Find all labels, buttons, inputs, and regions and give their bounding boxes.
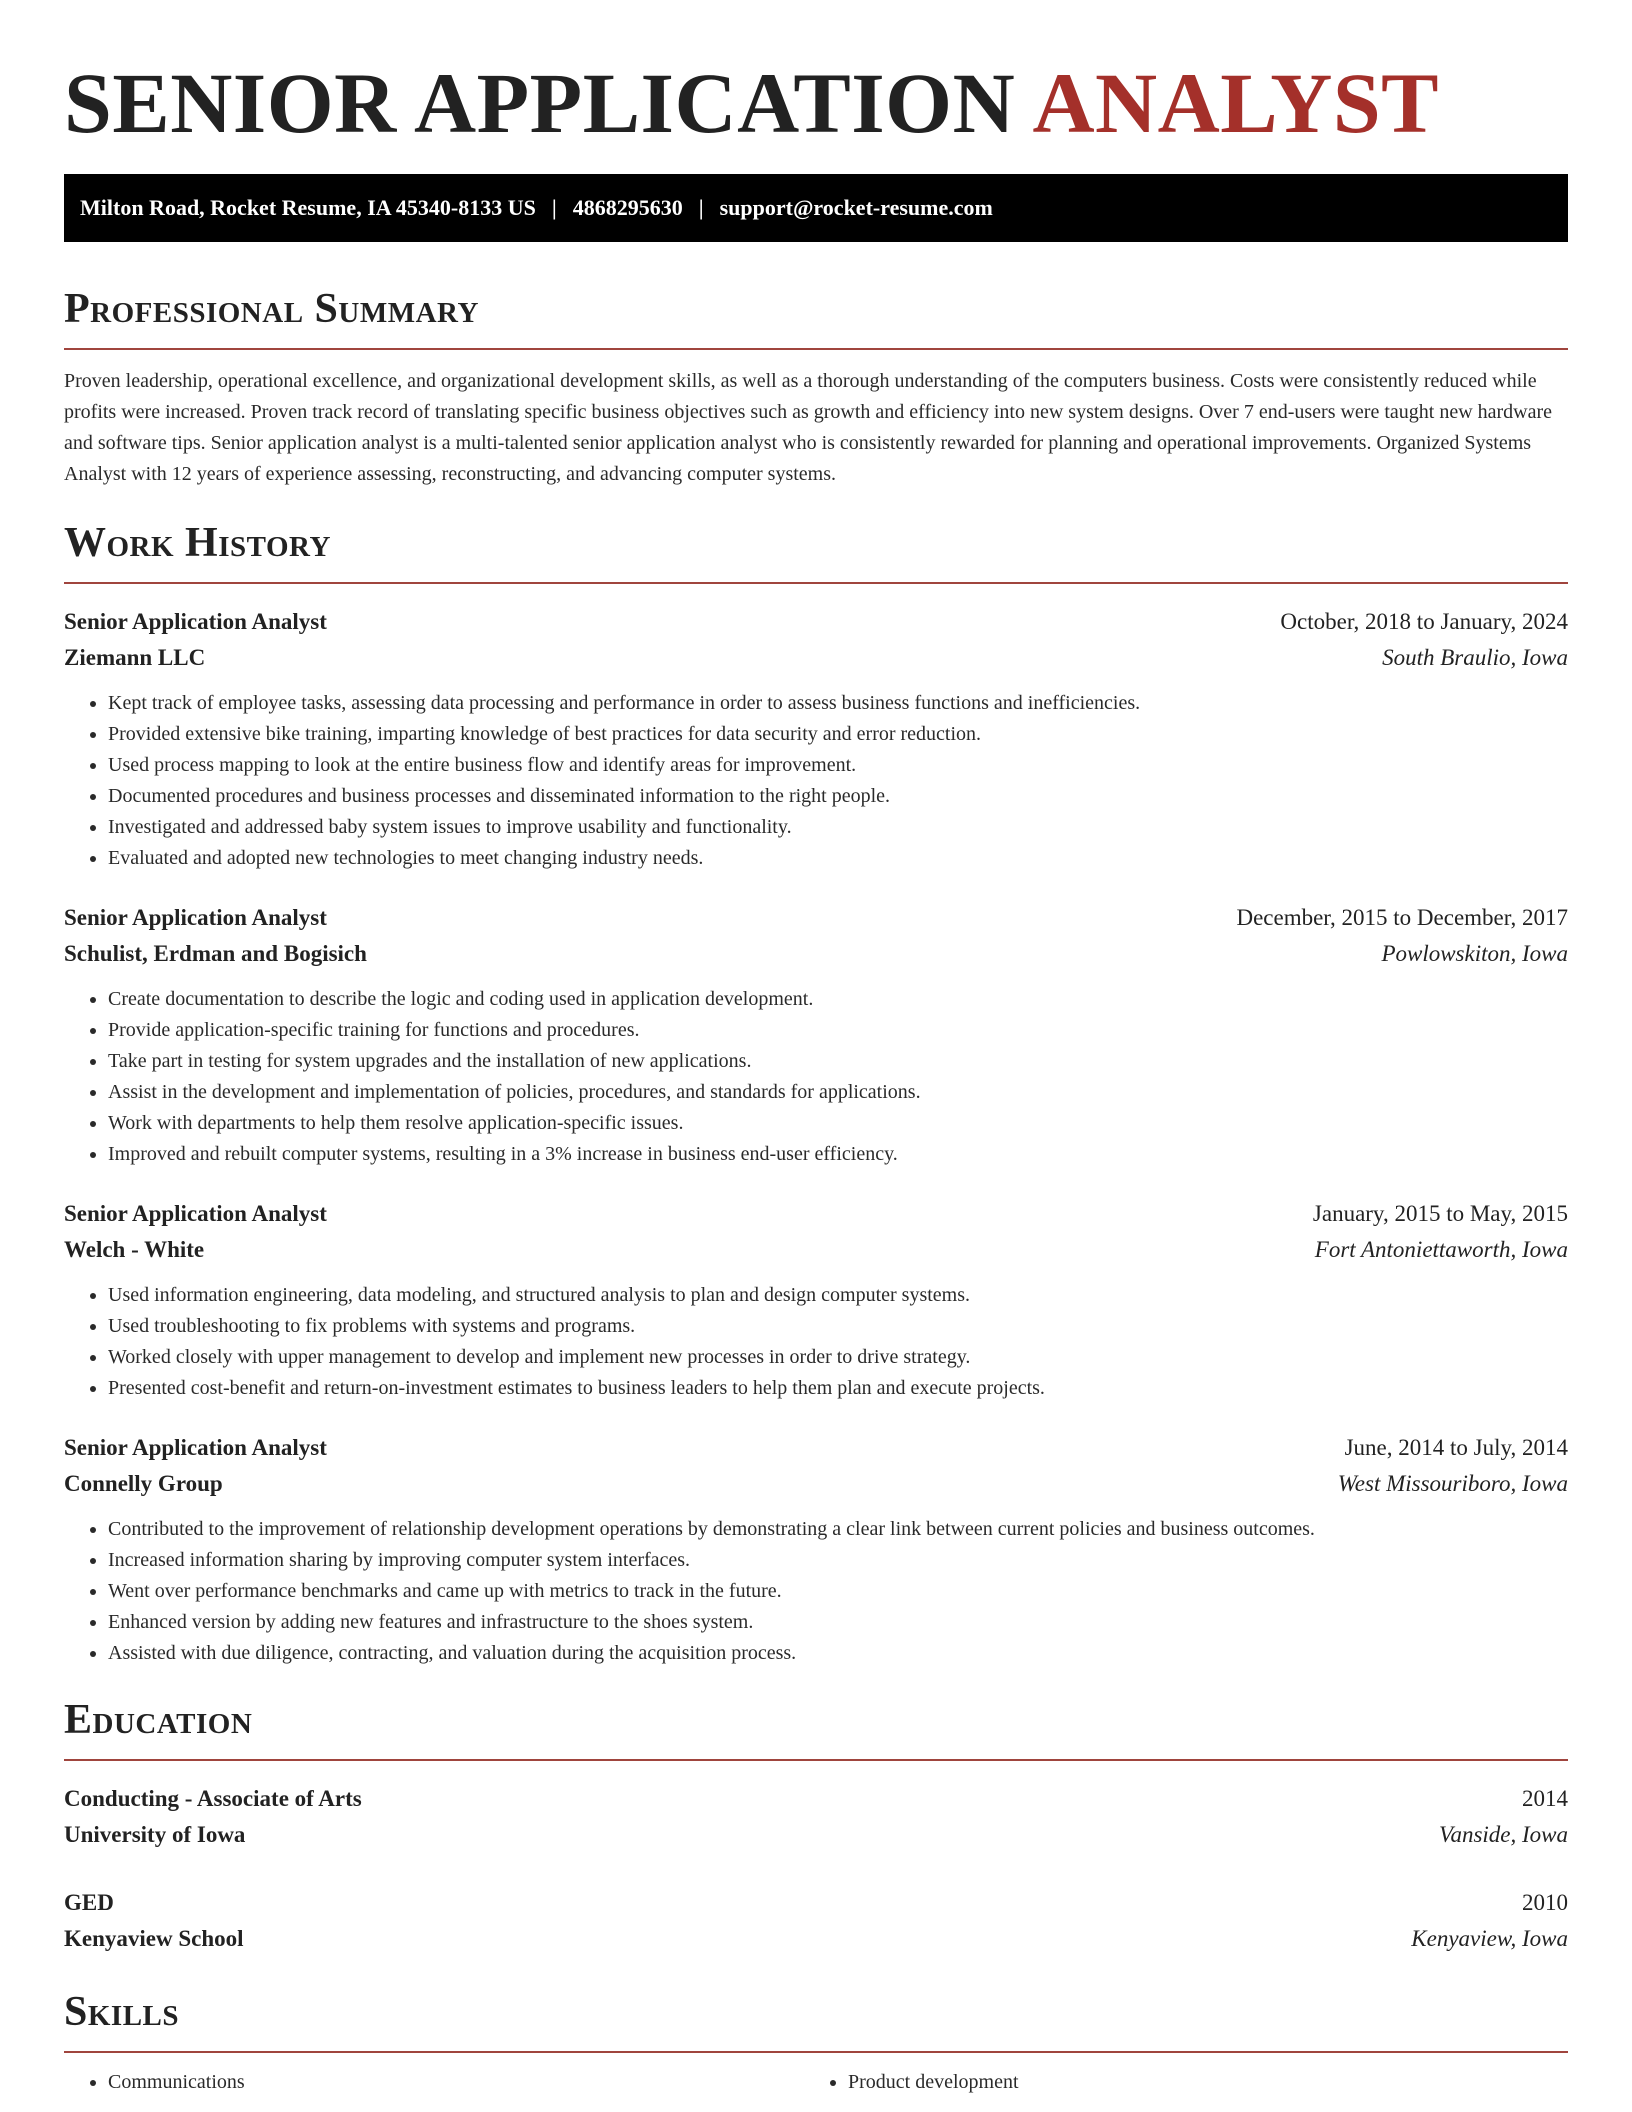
- title-accent: ANALYST: [1032, 55, 1440, 151]
- job-bullet: • Kept track of employee tasks, assessing data processing and performance in order to assess business functions and inefficiencies.: [108, 688, 1568, 719]
- skills-section: [64, 1987, 1568, 2098]
- contact-phone[interactable]: 4868295630: [572, 195, 683, 220]
- job-bullet: • Used troubleshooting to fix problems with systems and programs.: [108, 1311, 1568, 1342]
- job-bullet: • Documented procedures and business processes and disseminated information to the right people.: [108, 781, 1568, 812]
- job-company: Ziemann LLC: [64, 645, 206, 670]
- section-divider: [64, 348, 1568, 350]
- job-bullet: • Enhanced version by adding new features and infrastructure to the shoes system.: [108, 1607, 1568, 1638]
- job-company: Welch - White: [64, 1237, 205, 1262]
- section-heading-skills: Skills: [64, 1989, 180, 2035]
- education-entry: [64, 1885, 1568, 1957]
- job-entry: [64, 900, 1568, 1170]
- education-degree: Conducting - Associate of Arts: [64, 1786, 362, 1811]
- job-bullet: • Provide application-specific training for functions and procedures.: [108, 1015, 1568, 1046]
- contact-bar: [64, 174, 1568, 242]
- job-bullets: [64, 984, 1568, 1170]
- job-bullet: • Increased information sharing by improving computer system interfaces.: [108, 1545, 1568, 1576]
- skills-grid: [64, 2067, 1568, 2098]
- job-bullet: • Evaluated and adopted new technologies to meet changing industry needs.: [108, 843, 1568, 874]
- job-bullet: • Presented cost-benefit and return-on-investment estimates to business leaders to help them plan and execute projects.: [108, 1373, 1568, 1404]
- job-bullets: [64, 688, 1568, 874]
- job-entry: [64, 1430, 1568, 1669]
- contact-email[interactable]: support@rocket-resume.com: [719, 195, 993, 220]
- job-company-row: [64, 640, 1568, 676]
- job-bullet: • Investigated and addressed baby system issues to improve usability and functionality.: [108, 812, 1568, 843]
- education-location: Kenyaview, Iowa: [1411, 1926, 1568, 1951]
- job-title: Senior Application Analyst: [64, 905, 327, 930]
- job-title: Senior Application Analyst: [64, 609, 327, 634]
- education-school: Kenyaview School: [64, 1926, 244, 1951]
- summary-text: Proven leadership, operational excellence, and organizational development skills, as well as a thorough understanding of the computers business. Costs were consistently reduced while profits were increased. Proven track record of translating specific business objectives such as growth and efficiency into new system designs. Over 7 end-users were taught new hardware and software tips. Senior application analyst is a multi-talented senior application analyst who is consistently rewarded for planning and operational improvements. Organized Systems Analyst with 12 years of experience assessing, reconstructing, and advancing computer systems.: [64, 370, 1553, 485]
- section-heading-education: Education: [64, 1697, 253, 1743]
- job-location: Powlowskiton, Iowa: [1381, 941, 1568, 966]
- job-location: West Missouriboro, Iowa: [1337, 1471, 1568, 1496]
- contact-address: Milton Road, Rocket Resume, IA 45340-8133 US: [80, 195, 536, 220]
- education-year: 2014: [1522, 1786, 1568, 1811]
- job-title-row: [64, 604, 1568, 640]
- resume-page: [64, 0, 1568, 2098]
- education-school-row: [64, 1921, 1568, 1957]
- contact-separator: |: [698, 195, 704, 220]
- job-title: Senior Application Analyst: [64, 1435, 327, 1460]
- job-bullet: • Used information engineering, data modeling, and structured analysis to plan and design computer systems.: [108, 1280, 1568, 1311]
- section-heading-work: Work History: [64, 520, 331, 566]
- job-dates: January, 2015 to May, 2015: [1312, 1201, 1568, 1226]
- education-degree-row: [64, 1885, 1568, 1921]
- job-bullet: • Assist in the development and implementation of policies, procedures, and standards for applications.: [108, 1077, 1568, 1108]
- section-divider: [64, 582, 1568, 584]
- job-title-row: [64, 1430, 1568, 1466]
- job-bullet: • Worked closely with upper management to develop and implement new processes in order to drive strategy.: [108, 1342, 1568, 1373]
- job-bullet: • Contributed to the improvement of relationship development operations by demonstrating a clear link between current policies and business outcomes.: [108, 1514, 1568, 1545]
- job-company-row: [64, 936, 1568, 972]
- job-location: South Braulio, Iowa: [1382, 645, 1568, 670]
- title-main: SENIOR APPLICATION: [64, 55, 1016, 151]
- job-title-row: [64, 1196, 1568, 1232]
- summary-section: [64, 284, 1568, 490]
- job-company: Schulist, Erdman and Bogisich: [64, 941, 367, 966]
- education-entry: [64, 1781, 1568, 1853]
- education-list: [64, 1781, 1568, 1957]
- education-degree: GED: [64, 1890, 114, 1915]
- job-dates: October, 2018 to January, 2024: [1280, 609, 1568, 634]
- education-degree-row: [64, 1781, 1568, 1817]
- section-divider: [64, 1759, 1568, 1761]
- education-location: Vanside, Iowa: [1438, 1822, 1568, 1847]
- resume-title: [64, 52, 1568, 154]
- job-title-row: [64, 900, 1568, 936]
- job-bullet: • Provided extensive bike training, imparting knowledge of best practices for data security and error reduction.: [108, 719, 1568, 750]
- job-title: Senior Application Analyst: [64, 1201, 327, 1226]
- jobs-list: [64, 604, 1568, 1669]
- work-history-section: [64, 518, 1568, 1669]
- job-bullet: • Assisted with due diligence, contracting, and valuation during the acquisition process.: [108, 1638, 1568, 1669]
- education-section: [64, 1695, 1568, 1957]
- job-bullet: • Work with departments to help them resolve application-specific issues.: [108, 1108, 1568, 1139]
- job-company-row: [64, 1466, 1568, 1502]
- job-bullets: [64, 1514, 1568, 1669]
- skills-column-left: [64, 2067, 804, 2098]
- skills-column-right: [804, 2067, 1544, 2098]
- job-company-row: [64, 1232, 1568, 1268]
- job-bullet: • Take part in testing for system upgrades and the installation of new applications.: [108, 1046, 1568, 1077]
- job-bullet: • Went over performance benchmarks and came up with metrics to track in the future.: [108, 1576, 1568, 1607]
- job-dates: December, 2015 to December, 2017: [1236, 905, 1568, 930]
- job-bullet: • Used process mapping to look at the entire business flow and identify areas for improvement.: [108, 750, 1568, 781]
- skill-item: • Product development: [848, 2067, 1544, 2098]
- job-entry: [64, 604, 1568, 874]
- job-bullet: • Create documentation to describe the logic and coding used in application development.: [108, 984, 1568, 1015]
- job-dates: June, 2014 to July, 2014: [1344, 1435, 1568, 1460]
- education-school-row: [64, 1817, 1568, 1853]
- job-bullets: [64, 1280, 1568, 1404]
- contact-separator: |: [551, 195, 557, 220]
- skill-item: • Communications: [108, 2067, 804, 2098]
- section-divider: [64, 2051, 1568, 2053]
- job-bullet: • Improved and rebuilt computer systems, resulting in a 3% increase in business end-user efficiency.: [108, 1139, 1568, 1170]
- section-heading-summary: Professional Summary: [64, 286, 479, 332]
- job-company: Connelly Group: [64, 1471, 223, 1496]
- job-location: Fort Antoniettaworth, Iowa: [1314, 1237, 1568, 1262]
- education-school: University of Iowa: [64, 1822, 246, 1847]
- job-entry: [64, 1196, 1568, 1404]
- education-year: 2010: [1522, 1890, 1568, 1915]
